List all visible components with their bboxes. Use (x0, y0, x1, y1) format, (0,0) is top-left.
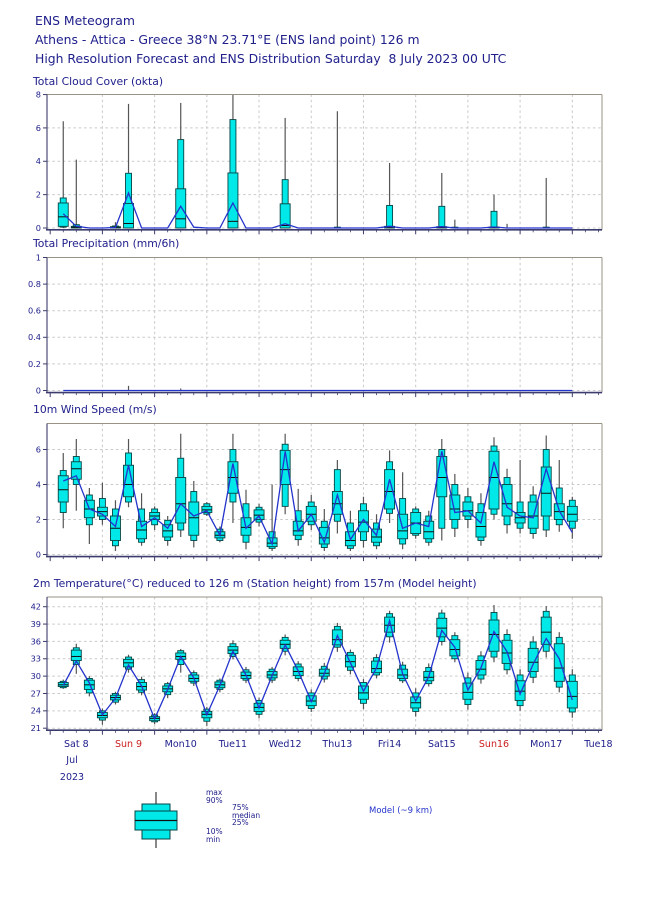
panel-title-wind: 10m Wind Speed (m/s) (33, 403, 157, 416)
model-forecast-line-temp (63, 621, 572, 719)
svg-text:6: 6 (35, 122, 41, 133)
svg-text:Mon17: Mon17 (530, 739, 563, 750)
svg-text:21: 21 (30, 723, 41, 734)
svg-text:8: 8 (35, 89, 41, 100)
svg-text:Sat 8: Sat 8 (63, 739, 89, 750)
svg-text:1: 1 (35, 252, 41, 263)
svg-text:Tue18: Tue18 (584, 739, 613, 750)
svg-text:4: 4 (35, 479, 41, 490)
svg-text:0: 0 (35, 549, 41, 560)
panel-title-temp: 2m Temperature(°C) reduced to 126 m (Station height) from 157m (Model height) (33, 577, 477, 590)
svg-text:Wed12: Wed12 (268, 739, 302, 750)
ens-boxplots-temp (58, 605, 577, 726)
svg-text:2: 2 (35, 514, 41, 525)
panel-plot-cloud (36, 89, 602, 234)
legend-label-75pct: 75% (232, 803, 249, 812)
svg-text:0.6: 0.6 (27, 305, 41, 316)
svg-text:36: 36 (30, 636, 41, 647)
axis-month-label: Jul (66, 755, 78, 766)
legend-label-min: min (206, 835, 221, 844)
svg-text:0: 0 (35, 385, 41, 396)
page-title: ENS Meteogram (35, 13, 135, 28)
panel-plot-temp (31, 597, 602, 735)
legend-label-model: Model (~9 km) (369, 806, 433, 816)
svg-text:24: 24 (30, 705, 41, 716)
panel-plot-precip (28, 252, 602, 397)
svg-text:Tue11: Tue11 (218, 739, 248, 750)
svg-text:0.8: 0.8 (27, 279, 41, 289)
legend-label-max: max (206, 788, 223, 797)
svg-text:Sun 9: Sun 9 (114, 739, 143, 750)
svg-text:30: 30 (30, 671, 41, 682)
svg-text:4: 4 (35, 156, 41, 167)
svg-text:39: 39 (30, 618, 41, 629)
svg-text:Sat15: Sat15 (427, 739, 456, 750)
panel-title-cloud: Total Cloud Cover (okta) (33, 75, 164, 88)
legend-box-glyph (135, 792, 177, 848)
legend-label-25pct: 25% (232, 818, 249, 827)
ens-boxplots-wind (58, 434, 577, 551)
svg-text:Fri14: Fri14 (377, 739, 402, 750)
svg-text:42: 42 (30, 601, 41, 612)
svg-text:33: 33 (30, 653, 41, 664)
location-subtitle: Athens - Attica - Greece 38°N 23.71°E (ENS land point) 126 m (35, 32, 420, 47)
svg-text:27: 27 (30, 688, 41, 699)
axis-year-label: 2023 (59, 772, 85, 783)
svg-text:0: 0 (35, 222, 41, 233)
svg-text:6: 6 (35, 444, 41, 455)
svg-text:Sun16: Sun16 (478, 739, 510, 750)
panel-title-precip: Total Precipitation (mm/6h) (33, 237, 180, 250)
legend-label-median: median (232, 810, 261, 820)
svg-text:Mon10: Mon10 (164, 739, 197, 750)
svg-text:0.2: 0.2 (27, 358, 41, 369)
svg-text:Thu13: Thu13 (322, 739, 353, 750)
legend-label-90pct: 90% (206, 796, 223, 805)
forecast-run-subtitle: High Resolution Forecast and ENS Distribution Saturday 8 July 2023 00 UTC (35, 51, 507, 66)
svg-text:0.4: 0.4 (27, 332, 41, 343)
x-axis-day-labels (64, 739, 613, 750)
panel-plot-wind (36, 424, 602, 562)
svg-text:2: 2 (35, 189, 41, 200)
legend-label-10pct: 10% (206, 827, 223, 836)
